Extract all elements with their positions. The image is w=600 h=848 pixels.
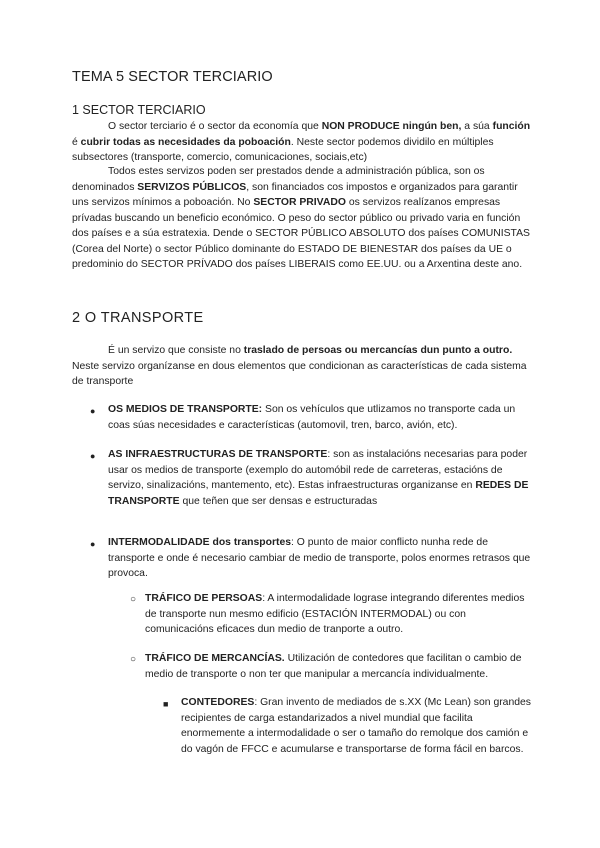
section-1-heading: 1 SECTOR TERCIARIO xyxy=(72,103,206,117)
section-2-heading: 2 O TRANSPORTE xyxy=(72,310,204,326)
bullet-dot-icon: ● xyxy=(90,451,96,461)
subsub-contedores: CONTEDORES: Gran invento de mediados de s.XX (Mc Lean) son grandes recipientes de carga estandarizados a nivel mundial que facilita enormemente a intermodalidade o ser o tamaño do remolque dos camión e do vagón de FFCC e acumularse e transportarse de forma fácil en barcos. xyxy=(181,697,531,755)
section-2-intro: É un servizo que consiste no traslado de persoas ou mercancías dun punto a outro. Neste servizo organízanse en dous elementos que condicionan as características de cada sistema de transporte xyxy=(72,345,527,387)
document-title: TEMA 5 SECTOR TERCIARIO xyxy=(72,69,273,85)
hollow-circle-icon: ○ xyxy=(130,654,137,665)
bullet-dot-icon: ● xyxy=(90,406,96,416)
square-bullet-icon: ■ xyxy=(163,699,169,709)
section-1-paragraph-1: O sector terciario é o sector da economía que NON PRODUCE ningún ben, a súa función é cubrir todas as necesidades da poboación. Neste sector podemos dividilo en múltiples subsectores (transporte, comercio, comunicaciones, sociais,etc) xyxy=(72,121,531,163)
section-1-paragraph-2: Todos estes servizos poden ser prestados dende a administración pública, son os denominados SERVIZOS PÚBLICOS, son financiados cos impostos e organizados para garantir uns servizos mínimos a poboación. No SECTOR PRIVADO os servizos realízanos empresas prívadas buscando un beneficio económico. O peso do sector público ou privado varia en función dos países e a súa estratexia. Dende o SECTOR PÚBLICO ABSOLUTO dos países COMUNISTAS (Corea del Norte) o sector Público dominante do ESTADO DE BIENESTAR dos países da UE o predominio do SECTOR PRÍVADO dos países LIBERAIS como EE.UU. ou a Arxentina deste ano. xyxy=(72,166,530,270)
bullet-medios-transporte: OS MEDIOS DE TRANSPORTE: Son os vehículos que utlizamos no transporte cada un coas súas necesidades e características (automovil, tren, barco, avión, etc). xyxy=(108,404,516,431)
sub-trafico-persoas: TRÁFICO DE PERSOAS: A intermodalidade lograse integrando diferentes medios de transporte nun mesmo edificio (ESTACIÓN INTERMODAL) ou con comunicacións eficaces dun medio de tranporte a outro. xyxy=(145,593,525,635)
bullet-intermodalidade: INTERMODALIDADE dos transportes: O punto de maior conflicto nunha rede de transporte e onde é necesario cambiar de medio de transporte, polos enormes retrasos que provoca. xyxy=(108,537,531,579)
hollow-circle-icon: ○ xyxy=(130,594,137,605)
bullet-dot-icon: ● xyxy=(90,539,96,549)
sub-trafico-mercancias: TRÁFICO DE MERCANCÍAS. Utilización de contedores que facilitan o cambio de medio de transporte o non ter que manipular a mercancía individualmente. xyxy=(145,653,522,680)
bullet-infraestructuras: AS INFRAESTRUCTURAS DE TRANSPORTE: son as instalacións necesarias para poder usar os medios de transporte (exemplo do automóbil rede de carreteras, estacións de servizo, sinalizacións, mantemento, etc). Estas infraestructuras organizanse en REDES DE TRANSPORTE que teñen que ser densas e estructuradas xyxy=(108,449,529,507)
